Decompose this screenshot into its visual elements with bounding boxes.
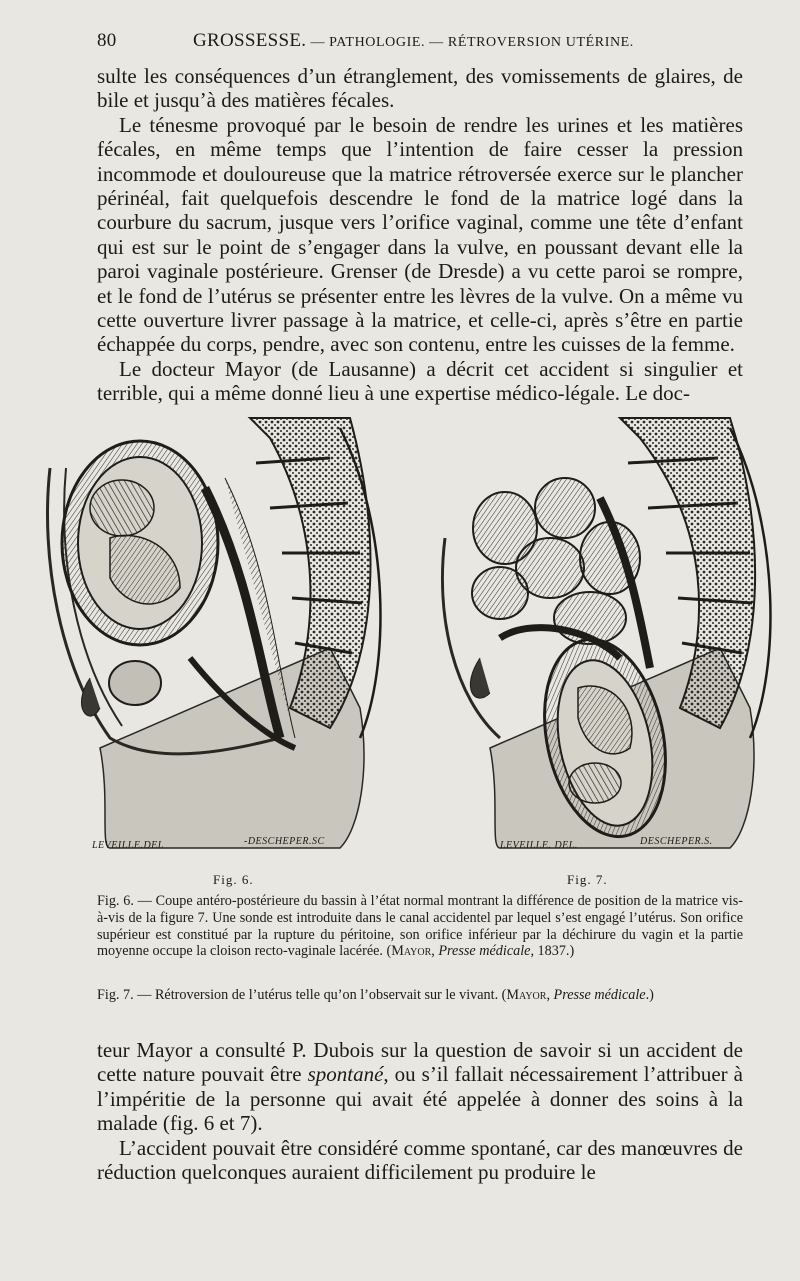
paragraph bbox=[97, 1038, 743, 1136]
body-text-top bbox=[97, 64, 743, 406]
caption-author: Mayor bbox=[506, 987, 547, 1003]
caption-author: Mayor bbox=[391, 943, 432, 960]
paragraph: sulte les conséquences d’un étranglement, des vomissements de glaires, de bile et jusqu’à des matières fécales. bbox=[97, 64, 743, 113]
figure-6-label: Fig. 6. bbox=[213, 872, 254, 887]
paragraph-text: teur Mayor a consulté P. Dubois sur la question de savoir si un accident de cette nature pouvait être bbox=[97, 1038, 743, 1087]
anatomical-illustrations bbox=[30, 408, 790, 888]
running-title bbox=[193, 30, 634, 52]
figure-7-illustration bbox=[442, 418, 770, 848]
paragraph: Le ténesme provoqué par le besoin de rendre les urines et les matières fécales, en même temps que l’intention de faire cesser la pression incommode et douloureuse que la matrice rétroversée exerce sur le plancher périnéal, fait quelquefois descendre le fond de la matrice logé dans la courbure du sacrum, jusque vers l’orifice vaginal, comme une tête d’enfant qui est sur le point de s’engager dans la vulve, en poussant devant elle la paroi vaginale postérieure. Grenser (de Dresde) a vu cette paroi se rompre, et le fond de l’utérus se présenter entre les lèvres de la vulve. On a même vu cette ouverture livrer passage à la matrice, et celle-ci, après s’être en partie échappée du corps, pendre, avec son contenu, entre les cuisses de la femme. bbox=[97, 112, 743, 357]
caption-end: .) bbox=[645, 987, 654, 1003]
emphasis: spontané bbox=[307, 1062, 384, 1087]
paragraph-text: , ou s’il fallait nécessairement l’attribuer à l’impéritie de la personne qui avait été appelée à donner des soins à la malade (fig. 6 et 7). bbox=[97, 1062, 743, 1136]
caption-journal: Presse médicale bbox=[438, 943, 531, 960]
figure-6-caption: Fig. 6. — Coupe antéro-postérieure du bassin à l’état normal montrant la différence de position de la matrice vis-à-vis de la figure 7. Une sonde est introduite dans le canal accidentel par lequel s’est engagé l’utérus. Son orifice supérieur est constitué par la rupture du péritoine, son orifice inférieur par la déchirure du vagin et la partie moyenne occupe la cloison recto-vaginale lacérée. (Mayor, Presse médicale, 1837.) bbox=[97, 893, 743, 960]
caption-year: , 1837.) bbox=[530, 943, 575, 960]
fig6-credit-artist: LEVEILLE.DEL bbox=[92, 840, 164, 851]
fig7-credit-engraver: DESCHEPER.S. bbox=[640, 836, 713, 847]
engraving-figures bbox=[30, 408, 790, 888]
running-title-main: GROSSESSE. bbox=[193, 30, 307, 51]
fig6-credit-engraver: -DESCHEPER.SC bbox=[244, 836, 325, 847]
caption-prefix: Fig. 6. — bbox=[97, 893, 156, 909]
figure-6-illustration bbox=[48, 418, 381, 848]
body-text-bottom bbox=[97, 1038, 743, 1184]
caption-prefix: Fig. 7. — bbox=[97, 987, 155, 1003]
running-title-rest: — PATHOLOGIE. — RÉTROVERSION UTÉRINE. bbox=[306, 35, 634, 50]
caption-text: Rétroversion de l’utérus telle qu’on l’observait sur le vivant. ( bbox=[154, 987, 507, 1003]
caption-text: Coupe antéro-postérieure du bassin à l’état normal montrant la différence de position de la matrice vis-à-vis de la figure 7. Une sonde est introduite dans le canal accidentel par lequel s’est engagé l’utérus. Son orifice supérieur est constitué par la rupture du péritoine, son orifice inférieur par la déchirure du vagin et la partie moyenne occupe la cloison recto-vaginale lacérée. ( bbox=[97, 893, 743, 960]
paragraph: L’accident pouvait être considéré comme spontané, car des manœuvres de réduction quelconques auraient difficilement pu produire le bbox=[97, 1135, 743, 1185]
page-number: 80 bbox=[97, 30, 117, 51]
figure-7-caption: Fig. 7. — Rétroversion de l’utérus telle qu’on l’observait sur le vivant. (Mayor, Presse médicale.) bbox=[97, 987, 654, 1003]
paragraph: Le docteur Mayor (de Lausanne) a décrit cet accident si singulier et terrible, qui a même donné lieu à une expertise médico-légale. Le doc- bbox=[97, 356, 743, 406]
caption-journal: Presse médicale bbox=[553, 987, 646, 1003]
fig7-credit-artist: LEVEILLE. DEL. bbox=[500, 840, 578, 851]
intestines-fig7 bbox=[472, 478, 640, 644]
figure-7-label: Fig. 7. bbox=[567, 872, 608, 887]
running-header bbox=[97, 30, 743, 54]
